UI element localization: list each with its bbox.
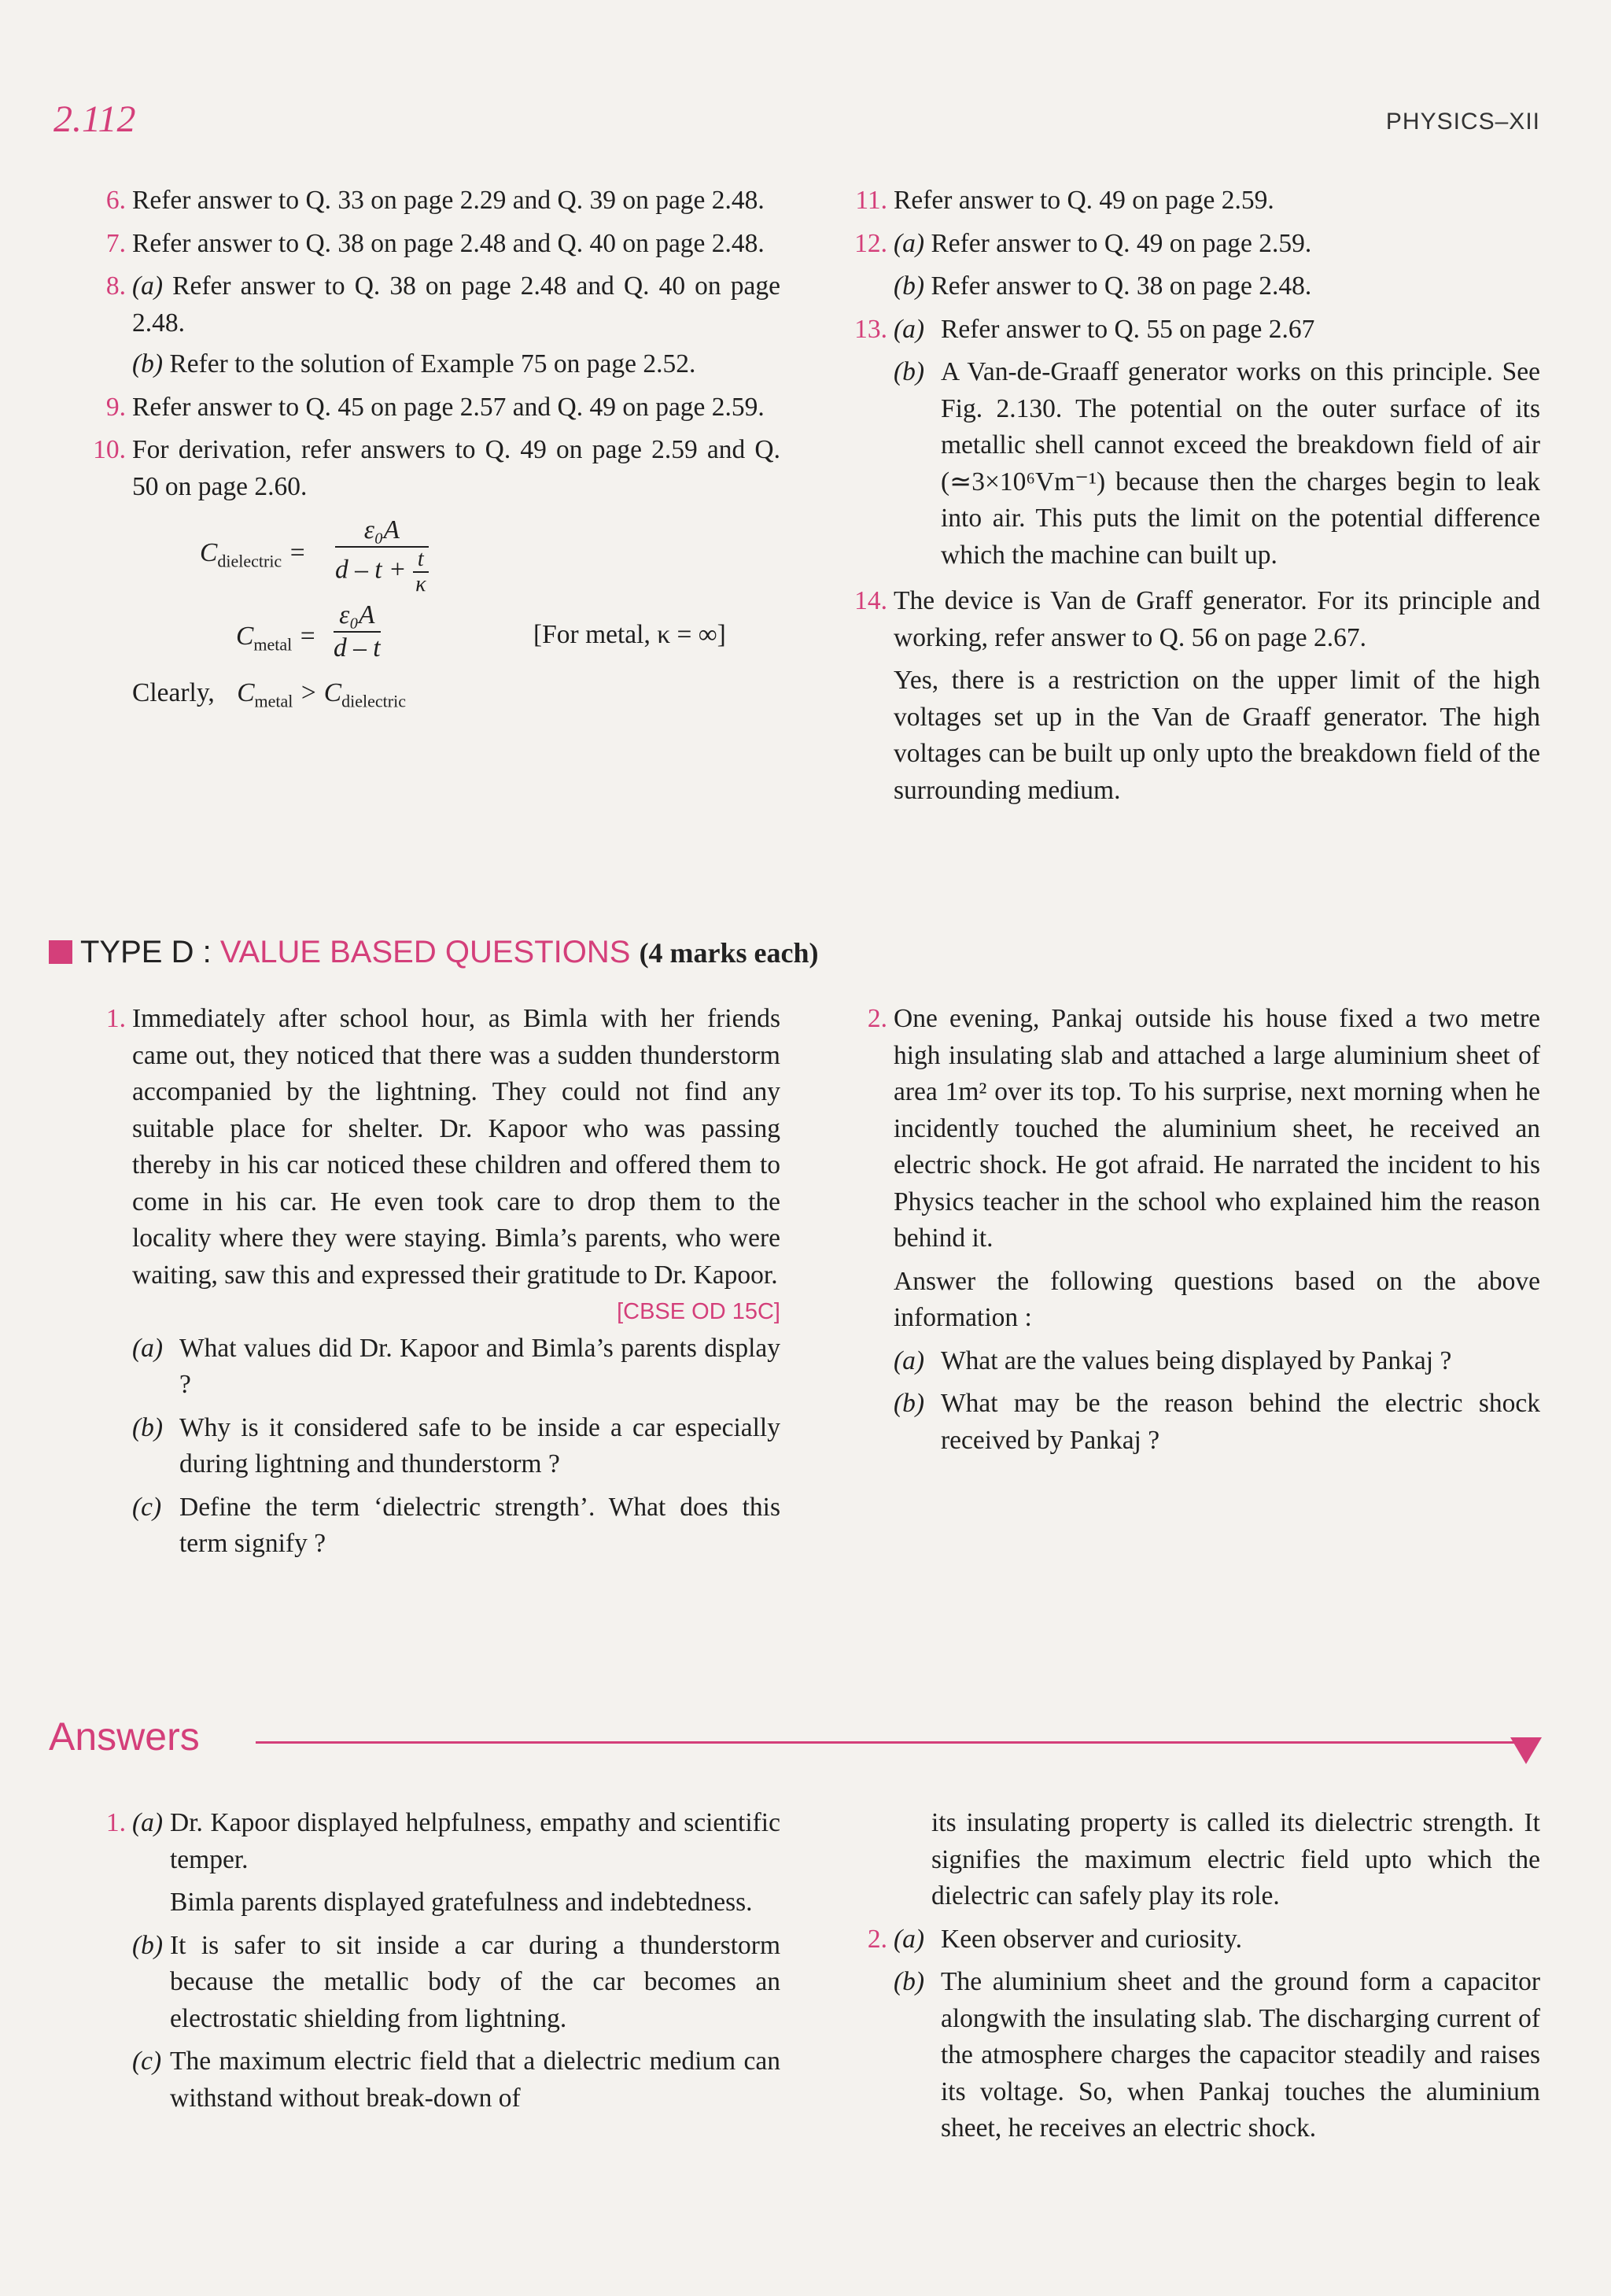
- item-text: Refer answer to Q. 45 on page 2.57 and Q. 49 on page 2.59.: [132, 392, 765, 422]
- equation-metal: $C_{metal}$ = $\frac{\text{ε₀A}}{d - t}$ [For metal, κ = ∞]: [236, 600, 726, 663]
- question-2b: (b) What may be the reason behind the electric shock received by Pankaj ?: [894, 1389, 1540, 1455]
- answer-8b: [132, 346, 780, 383]
- item-number: 12.: [854, 228, 887, 258]
- section-square-icon: [49, 940, 72, 964]
- item-number: 1.: [105, 1808, 126, 1837]
- item-number: 8.: [105, 271, 126, 301]
- answer-6: [105, 183, 780, 220]
- left-top-column: [93, 183, 780, 722]
- answer-2: 2. (a) Keen observer and curiosity.: [894, 1921, 1540, 1958]
- item-number: 2.: [867, 1004, 887, 1033]
- answer-12: 12. (a) Refer answer to Q. 49 on page 2.59.: [894, 226, 1540, 263]
- answer-7: [105, 226, 780, 263]
- answer-1c: (c) The maximum electric field that a dielectric medium can withstand without break-down of: [132, 2047, 780, 2113]
- eq-note: [For metal, κ = ∞]: [533, 620, 726, 649]
- eq-fraction: $\frac{\text{ε₀A}}{d - t}$: [334, 600, 381, 663]
- answer-13: 13. (a) Refer answer to Q. 55 on page 2.67: [894, 312, 1540, 349]
- answer-1c-continued: its insulating property is called its dielectric strength. It signifies the maximum electric field upto which the dielectric can safely play its role.: [931, 1808, 1540, 1910]
- question-2: 2. One evening, Pankaj outside his house fixed a two metre high insulating slab and attached a large aluminium sheet of area 1m² over its top. To his surprise, next morning when he incidently touched the aluminium sheet, he received an electric shock. He got afraid. He narrated the incident to his Physics teacher in the school who explained him the reason behind it. Answer the following questions based on the above information :: [894, 1001, 1540, 1337]
- item-number: 13.: [854, 314, 887, 344]
- item-number: 7.: [105, 228, 126, 258]
- question-1a: (a) What values did Dr. Kapoor and Bimla’s parents display ?: [132, 1333, 780, 1399]
- answer-1: 1. (a) Dr. Kapoor displayed helpfulness, empathy and scientific temper. Bimla parents displayed gratefulness and indebtedness.: [132, 1805, 780, 1921]
- item-text: Refer answer to Q. 49 on page 2.59.: [894, 186, 1274, 215]
- item-text: Refer answer to Q. 38 on page 2.48 and Q. 40 on page 2.48.: [132, 228, 765, 258]
- answers-right-column: [867, 1805, 1540, 2154]
- equation-dielectric: $C_{dielectric}$ = ε₀A d – t + $\frac{t}{\kappa}$: [200, 511, 780, 600]
- item-text: Refer answer to Q. 33 on page 2.29 and Q. 39 on page 2.48.: [132, 186, 765, 215]
- equation-comparison: Clearly, $C_{metal} > C_{dielectric}$: [132, 678, 406, 711]
- answer-11: [855, 183, 1540, 220]
- question-2a: (a) What are the values being displayed by Pankaj ?: [894, 1345, 1452, 1375]
- section-heading: TYPE D : VALUE BASED QUESTIONS (4 marks each): [49, 935, 819, 970]
- eq-symbol: C: [200, 538, 218, 567]
- item-text: Refer to the solution of Example 75 on page 2.52.: [169, 349, 696, 378]
- eq-fraction: ε₀A d – t + $\frac{t}{\kappa}$: [335, 515, 429, 596]
- running-head: PHYSICS–XII: [1385, 109, 1540, 135]
- answer-1b: (b) It is safer to sit inside a car during a thunderstorm because the metallic body of the car becomes an electrostatic shielding from lightning.: [132, 1930, 780, 2033]
- item-text: For derivation, refer answers to Q. 49 on page 2.59 and Q. 50 on page 2.60.: [132, 435, 780, 501]
- question-1c: (c) Define the term ‘dielectric strength’. What does this term signify ?: [132, 1492, 780, 1558]
- eq-denominator: d – t +: [335, 555, 413, 585]
- item-number: 1.: [105, 1004, 126, 1033]
- answer-9: [105, 389, 780, 426]
- answers-rule: [256, 1741, 1534, 1744]
- answer-13b: (b) A Van-de-Graaff generator works on this principle. See Fig. 2.130. The potential on the outer surface of its metallic shell cannot exceed the breakdown field of air (≃3×10⁶Vm⁻¹) because then the charges begin to leak into air. This puts the limit on the potential difference which the machine can built up.: [894, 357, 1540, 570]
- eq-numerator: ε₀A: [335, 515, 429, 548]
- sub-label: (a): [132, 271, 164, 301]
- vbq-right-column: [867, 1001, 1540, 1465]
- triangle-down-icon: [1510, 1737, 1542, 1764]
- answer-2b: (b) The aluminium sheet and the ground form a capacitor alongwith the insulating slab. The discharging current of the atmosphere charges the capacitor steadily and raises its voltage. So, when Pankaj touches the aluminium sheet, he receives an electric shock.: [894, 1967, 1540, 2143]
- answers-heading: Answers: [49, 1715, 200, 1759]
- question-1b: (b) Why is it considered safe to be inside a car especially during lightning and thunderstorm ?: [132, 1412, 780, 1478]
- item-number: 9.: [105, 392, 126, 422]
- answer-14: 14. The device is Van de Graff generator. For its principle and working, refer answer to Q. 56 on page 2.67. Yes, there is a restriction on the upper limit of the high voltages set up in the Van de Graaff generator. The high voltages can be built up only upto the breakdown field of the surrounding medium.: [894, 583, 1540, 809]
- item-number: 14.: [854, 586, 887, 615]
- eq-subscript: dielectric: [217, 551, 282, 571]
- item-number: 6.: [105, 186, 126, 215]
- cbse-tag: [CBSE OD 15C]: [617, 1299, 780, 1324]
- answer-8: [105, 268, 780, 341]
- answer-12b: (b) Refer answer to Q. 38 on page 2.48.: [894, 271, 1312, 301]
- item-text: Refer answer to Q. 38 on page 2.48 and Q. 40 on page 2.48.: [132, 271, 780, 338]
- question-1: 1. Immediately after school hour, as Bimla with her friends came out, they noticed that there was a sudden thunderstorm accompanied by the lightning. They could not find any suitable place for shelter. Dr. Kapoor who was passing thereby in his car noticed these children and offered them to come in his car. He even took care to drop them to the locality where they were staying. Bimla’s parents, who were waiting, saw this and expressed their gratitude to Dr. Kapoor. [CBSE OD 15C]: [132, 1001, 780, 1294]
- item-number: 2.: [867, 1924, 887, 1954]
- answer-10: [93, 432, 780, 505]
- right-top-column: [854, 183, 1540, 815]
- item-number: 10.: [93, 435, 126, 464]
- vbq-left-column: [105, 1001, 780, 1569]
- sub-label: (b): [132, 349, 164, 378]
- answers-left-column: [105, 1805, 780, 2123]
- page-number: 2.112: [53, 98, 136, 140]
- item-number: 11.: [855, 186, 887, 215]
